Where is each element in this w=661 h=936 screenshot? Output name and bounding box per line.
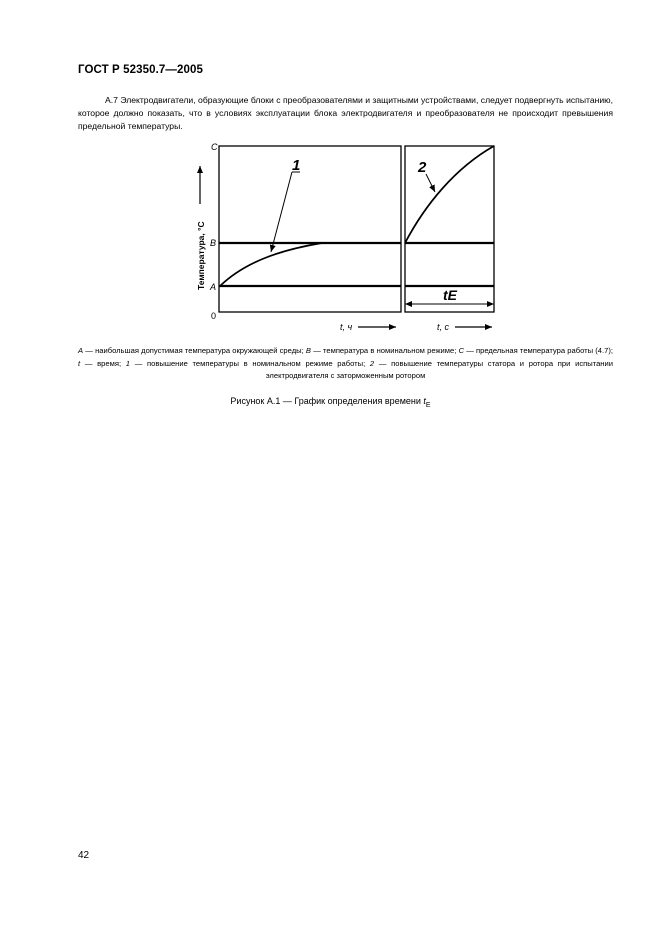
- legend-sym-b: B: [305, 346, 311, 355]
- level-label-c: C: [211, 142, 218, 152]
- figure-a1: [0, 0, 661, 340]
- te-label: [443, 287, 458, 303]
- figure-caption: [0, 396, 661, 409]
- curve-2-leader: [426, 174, 435, 192]
- figure-legend: [78, 345, 613, 383]
- legend-text-b: — температура в номинальном режиме;: [311, 346, 459, 355]
- curve-1-leader: [271, 172, 292, 252]
- level-label-b: B: [210, 238, 217, 248]
- legend-sym-a: A: [78, 346, 84, 355]
- page-number: 42: [78, 850, 90, 861]
- caption-var: t: [423, 396, 426, 406]
- document-header: ГОСТ Р 52350.7—2005: [78, 64, 203, 76]
- x-axis-right-label: t, с: [437, 322, 450, 332]
- level-label-zero: 0: [211, 311, 217, 321]
- curve-1: [220, 243, 322, 286]
- legend-text-t: — время;: [80, 358, 126, 368]
- y-axis-label: Температура, °C: [196, 221, 206, 290]
- paragraph-text: А.7 Электродвигатели, образующие блоки с преобразователями и защитными устройствами, следует подвергнуть испытанию, которое должно показать, что в условиях эксплуатации блока электродвигателя и преобразователя не происходит превышения предельной температуры.: [78, 95, 613, 131]
- legend-sym-t: t: [78, 358, 81, 368]
- caption-prefix: Рисунок А.1 — График определения времени: [230, 396, 424, 406]
- level-label-a: A: [210, 282, 217, 292]
- legend-text-c: — предельная температура работы (4.7);: [464, 346, 613, 355]
- x-axis-left-label: t, ч: [340, 322, 353, 332]
- legend-text-1: — повышение температуры в номинальном режиме работы;: [130, 358, 370, 368]
- te-label-text: tE: [443, 287, 457, 303]
- caption-sub: E: [425, 401, 431, 409]
- legend-sym-1: 1: [125, 358, 131, 368]
- legend-text-2: — повышение температуры статора и ротора при испытании электродвигателя с заторможенным ротором: [265, 358, 613, 380]
- curve-2-label: 2: [418, 159, 427, 176]
- legend-sym-c: C: [458, 346, 465, 355]
- legend-text-a: — наибольшая допустимая температура окружающей среды;: [83, 346, 306, 355]
- legend-sym-2: 2: [369, 358, 375, 368]
- curve-1-label: 1: [292, 157, 301, 174]
